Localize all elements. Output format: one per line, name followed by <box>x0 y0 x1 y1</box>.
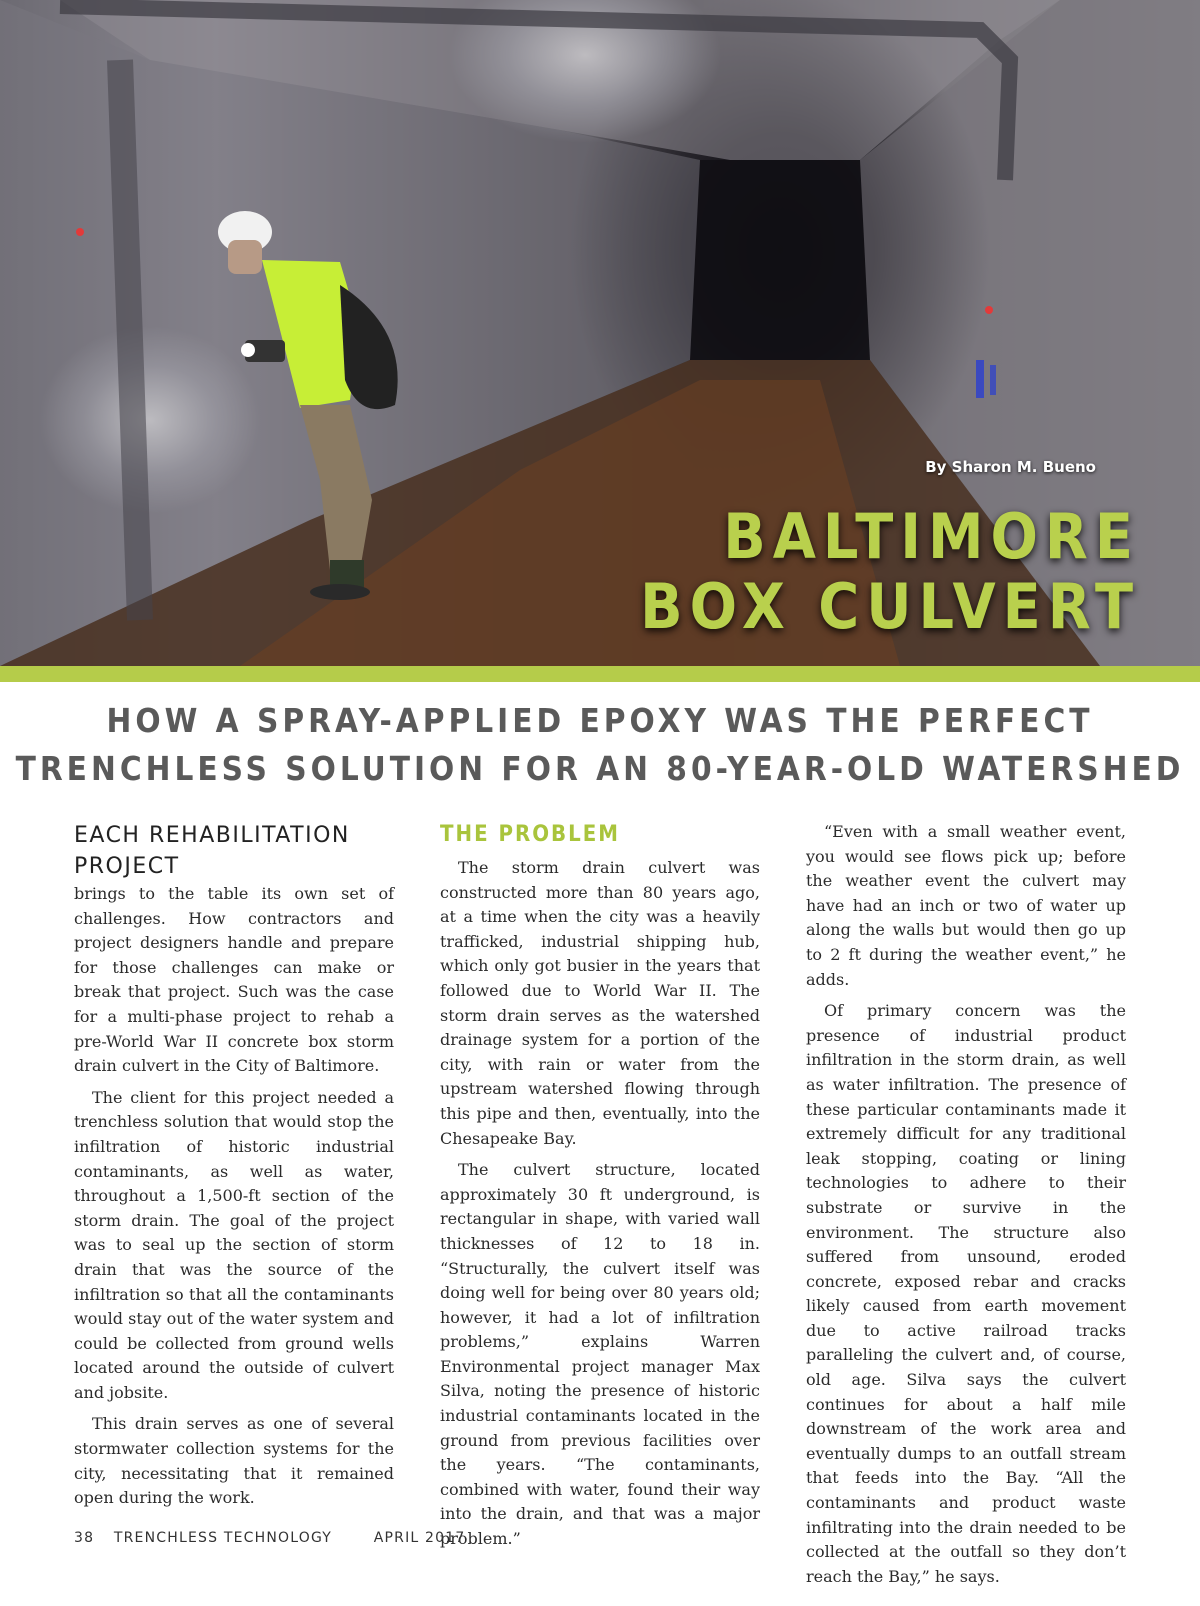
column-2 <box>440 820 760 1559</box>
accent-divider <box>0 666 1200 682</box>
title-line-1: BALTIMORE <box>723 500 1140 573</box>
paragraph: The client for this project needed a trenchless solution that would stop the infiltration of historic industrial contaminants, as well as water, throughout a 1,500-ft section of the storm drain. The goal of the project was to seal up the section of storm drain that was the source of the infiltration so that all the contaminants would stay out of the water system and could be collected from ground wells located around the outside of culvert and jobsite. <box>74 1087 394 1402</box>
paragraph: Of primary concern was the presence of industrial product infiltration in the storm drain, as well as water infiltration. The presence of these particular contaminants made it extremely difficult for any traditional leak stopping, coating or lining technologies to adhere to their substrate or survive in the environment. The structure also suffered from unsound, eroded concrete, exposed rebar and cracks likely caused from earth movement due to active railroad tracks paralleling the culvert and, of course, old age. Silva says the culvert continues for about a half mile downstream of the work area and eventually dumps to an outfall stream that feeds into the Bay. “All the contaminants and product waste infiltrating into the drain needed to be collected at the outfall so they don’t reach the Bay,” he says. <box>806 1001 1126 1586</box>
section-heading: THE PROBLEM <box>440 822 620 847</box>
page-footer <box>74 1530 479 1546</box>
article-title <box>640 502 1140 642</box>
byline: By Sharon M. Bueno <box>925 458 1096 476</box>
paragraph: The culvert structure, located approximately 30 ft underground, is rectangular in shape, with varied wall thicknesses of 12 to 18 in. “Structurally, the culvert itself was doing well for being over 80 years old; however, it had a lot of infiltration problems,” explains Warren Environmental project manager Max Silva, noting the presence of historic industrial contaminants located in the ground from previous facilities over the years. “The contaminants, combined with water, found their way into the drain, and that was a major problem.” <box>440 1160 760 1549</box>
paragraph: “Even with a small weather event, you would see flows pick up; before the weather event the culvert may have had an inch or two of water up along the walls but would then go up to 2 ft during the weather event,” he adds. <box>806 822 1126 989</box>
subtitle-line-2: TRENCHLESS SOLUTION FOR AN 80-YEAR-OLD WATERSHED <box>15 749 1185 788</box>
paragraph: brings to the table its own set of challenges. How contractors and project designers handle and prepare for those challenges can make or break that project. Such was the case for a multi-phase project to rehab a pre-World War II concrete box storm drain culvert in the City of Baltimore. <box>74 884 394 1076</box>
article-subtitle <box>0 697 1200 793</box>
title-line-2: BOX CULVERT <box>640 570 1140 643</box>
issue-date: APRIL 2017 <box>373 1530 466 1546</box>
paragraph: This drain serves as one of several stormwater collection systems for the city, necessitating that it remained open during the work. <box>74 1414 394 1508</box>
column-3 <box>806 820 1126 1596</box>
page-number: 38 <box>74 1530 95 1546</box>
subtitle-line-1: HOW A SPRAY-APPLIED EPOXY WAS THE PERFECT <box>106 701 1094 740</box>
paragraph: The storm drain culvert was constructed more than 80 years ago, at a time when the city was a heavily trafficked, industrial shipping hub, which only got busier in the years that followed due to World War II. The storm drain serves as the watershed drainage system for a portion of the city, with rain or water from the upstream watershed flowing through this pipe and then, eventually, into the Chesapeake Bay. <box>440 858 760 1148</box>
hero-photo <box>0 0 1200 666</box>
publication-name: TRENCHLESS TECHNOLOGY <box>113 1530 333 1546</box>
lead-in: EACH REHABILITATION PROJECT <box>74 823 350 879</box>
column-1 <box>74 820 394 1518</box>
